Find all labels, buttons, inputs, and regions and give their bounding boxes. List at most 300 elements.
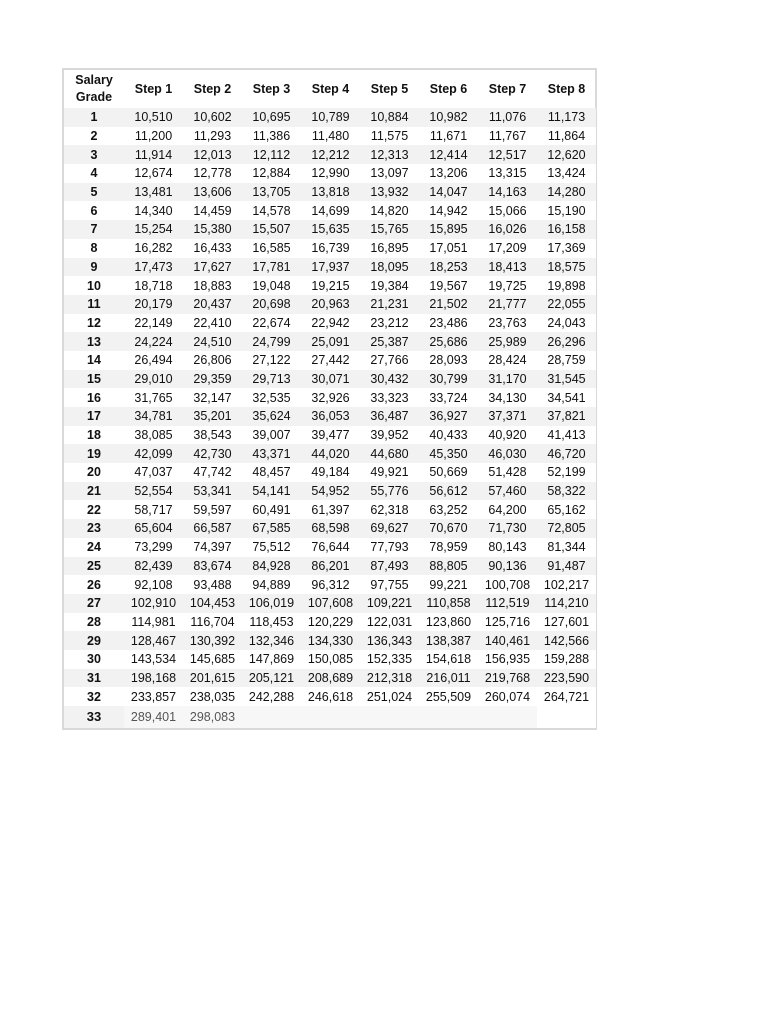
step-cell: 12,414 <box>419 145 478 164</box>
step-cell: 128,467 <box>124 631 183 650</box>
step-cell: 38,085 <box>124 426 183 445</box>
step-cell: 19,725 <box>478 276 537 295</box>
step-cell: 54,952 <box>301 482 360 501</box>
step-cell: 11,386 <box>242 127 301 146</box>
step-cell: 11,767 <box>478 127 537 146</box>
step-cell: 69,627 <box>360 519 419 538</box>
step-cell: 127,601 <box>537 613 596 632</box>
step-cell: 88,805 <box>419 557 478 576</box>
step-cell: 32,535 <box>242 388 301 407</box>
step-cell: 39,952 <box>360 426 419 445</box>
table-row <box>64 482 596 501</box>
step-cell: 74,397 <box>183 538 242 557</box>
step-cell: 25,989 <box>478 332 537 351</box>
table-row <box>64 519 596 538</box>
step-cell: 24,510 <box>183 332 242 351</box>
step-cell: 12,313 <box>360 145 419 164</box>
step-cell: 16,026 <box>478 220 537 239</box>
step-cell: 59,597 <box>183 500 242 519</box>
step-cell: 17,051 <box>419 239 478 258</box>
step-cell: 35,201 <box>183 407 242 426</box>
table-row <box>64 500 596 519</box>
step-cell: 13,705 <box>242 183 301 202</box>
grade-cell: 14 <box>64 351 124 370</box>
step-cell: 27,442 <box>301 351 360 370</box>
table-row <box>64 314 596 333</box>
step-cell: 219,768 <box>478 669 537 688</box>
step-cell: 97,755 <box>360 575 419 594</box>
step-cell: 77,793 <box>360 538 419 557</box>
step-cell: 26,806 <box>183 351 242 370</box>
step-cell: 145,685 <box>183 650 242 669</box>
table-row <box>64 258 596 277</box>
header-step-2: Step 2 <box>193 81 232 96</box>
step-cell: 10,982 <box>419 108 478 127</box>
step-cell: 11,671 <box>419 127 478 146</box>
step-cell: 20,437 <box>183 295 242 314</box>
header-step-5: Step 5 <box>370 81 409 96</box>
step-cell: 33,724 <box>419 388 478 407</box>
grade-cell: 8 <box>64 239 124 258</box>
step-cell: 198,168 <box>124 669 183 688</box>
step-cell: 18,575 <box>537 258 596 277</box>
step-cell: 11,864 <box>537 127 596 146</box>
step-cell: 55,776 <box>360 482 419 501</box>
step-cell: 27,766 <box>360 351 419 370</box>
step-cell: 32,926 <box>301 388 360 407</box>
step-cell: 13,481 <box>124 183 183 202</box>
table-row <box>64 687 596 706</box>
step-cell: 83,674 <box>183 557 242 576</box>
step-cell: 19,567 <box>419 276 478 295</box>
empty-cell <box>242 706 301 728</box>
step-cell: 130,392 <box>183 631 242 650</box>
step-cell: 64,200 <box>478 500 537 519</box>
step-cell: 71,730 <box>478 519 537 538</box>
empty-cell <box>478 706 537 728</box>
step-cell: 49,921 <box>360 463 419 482</box>
grade-cell: 16 <box>64 388 124 407</box>
step-cell: 44,020 <box>301 444 360 463</box>
step-cell: 15,380 <box>183 220 242 239</box>
step-cell: 34,130 <box>478 388 537 407</box>
table-row <box>64 108 596 127</box>
table-row <box>64 351 596 370</box>
step-cell: 24,799 <box>242 332 301 351</box>
step-cell: 134,330 <box>301 631 360 650</box>
step-cell: 147,869 <box>242 650 301 669</box>
step-cell: 52,199 <box>537 463 596 482</box>
step-cell: 15,254 <box>124 220 183 239</box>
step-cell: 15,895 <box>419 220 478 239</box>
step-cell: 11,173 <box>537 108 596 127</box>
step-cell: 16,895 <box>360 239 419 258</box>
step-cell: 25,686 <box>419 332 478 351</box>
step-cell: 112,519 <box>478 594 537 613</box>
header-step-4: Step 4 <box>311 81 350 96</box>
step-cell: 11,914 <box>124 145 183 164</box>
step-cell: 16,433 <box>183 239 242 258</box>
step-cell: 13,097 <box>360 164 419 183</box>
step-cell: 29,359 <box>183 370 242 389</box>
grade-cell: 28 <box>64 613 124 632</box>
step-cell: 14,942 <box>419 201 478 220</box>
grade-cell: 3 <box>64 145 124 164</box>
step-cell: 14,820 <box>360 201 419 220</box>
step-cell: 24,224 <box>124 332 183 351</box>
table-row <box>64 669 596 688</box>
step-cell: 31,765 <box>124 388 183 407</box>
table-row <box>64 538 596 557</box>
header-row <box>64 70 596 108</box>
empty-cell <box>537 706 596 728</box>
step-cell: 12,517 <box>478 145 537 164</box>
step-cell: 18,253 <box>419 258 478 277</box>
step-cell: 72,805 <box>537 519 596 538</box>
step-cell: 13,206 <box>419 164 478 183</box>
step-cell: 28,759 <box>537 351 596 370</box>
table-row <box>64 463 596 482</box>
step-cell: 10,602 <box>183 108 242 127</box>
step-cell: 140,461 <box>478 631 537 650</box>
step-cell: 96,312 <box>301 575 360 594</box>
header-step-8: Step 8 <box>547 81 586 96</box>
table-row <box>64 370 596 389</box>
step-cell: 114,981 <box>124 613 183 632</box>
step-cell: 242,288 <box>242 687 301 706</box>
grade-cell: 21 <box>64 482 124 501</box>
step-cell: 40,433 <box>419 426 478 445</box>
table-row <box>64 613 596 632</box>
step-cell: 143,534 <box>124 650 183 669</box>
step-cell: 16,158 <box>537 220 596 239</box>
step-cell: 17,627 <box>183 258 242 277</box>
salary-grade-table-container <box>62 68 597 730</box>
step-cell: 81,344 <box>537 538 596 557</box>
step-cell: 18,413 <box>478 258 537 277</box>
step-cell: 16,585 <box>242 239 301 258</box>
step-cell: 30,799 <box>419 370 478 389</box>
step-cell: 102,217 <box>537 575 596 594</box>
step-cell: 18,718 <box>124 276 183 295</box>
grade-cell: 24 <box>64 538 124 557</box>
grade-cell: 9 <box>64 258 124 277</box>
step-cell: 17,369 <box>537 239 596 258</box>
grade-cell: 32 <box>64 687 124 706</box>
step-cell: 36,927 <box>419 407 478 426</box>
table-row-last <box>64 706 596 728</box>
empty-cell <box>419 706 478 728</box>
table-row <box>64 220 596 239</box>
step-cell: 100,708 <box>478 575 537 594</box>
step-cell: 21,502 <box>419 295 478 314</box>
step-cell: 61,397 <box>301 500 360 519</box>
step-cell: 65,162 <box>537 500 596 519</box>
step-cell: 17,781 <box>242 258 301 277</box>
step-cell: 52,554 <box>124 482 183 501</box>
step-cell: 15,066 <box>478 201 537 220</box>
step-cell: 22,149 <box>124 314 183 333</box>
table-row <box>64 557 596 576</box>
step-cell: 10,695 <box>242 108 301 127</box>
step-cell: 42,730 <box>183 444 242 463</box>
step-cell: 94,889 <box>242 575 301 594</box>
step-cell: 25,091 <box>301 332 360 351</box>
grade-cell: 1 <box>64 108 124 127</box>
grade-cell: 19 <box>64 444 124 463</box>
step-cell: 41,413 <box>537 426 596 445</box>
header-step-3: Step 3 <box>252 81 291 96</box>
step-cell: 24,043 <box>537 314 596 333</box>
step-cell: 19,898 <box>537 276 596 295</box>
step-cell: 12,778 <box>183 164 242 183</box>
grade-cell: 30 <box>64 650 124 669</box>
step-cell: 78,959 <box>419 538 478 557</box>
empty-cell <box>301 706 360 728</box>
grade-cell: 25 <box>64 557 124 576</box>
grade-cell: 2 <box>64 127 124 146</box>
step-cell: 10,884 <box>360 108 419 127</box>
grade-cell: 12 <box>64 314 124 333</box>
step-cell: 12,884 <box>242 164 301 183</box>
step-cell: 107,608 <box>301 594 360 613</box>
step-cell: 67,585 <box>242 519 301 538</box>
step-cell: 42,099 <box>124 444 183 463</box>
step-cell: 251,024 <box>360 687 419 706</box>
step-cell: 123,860 <box>419 613 478 632</box>
step-cell: 12,674 <box>124 164 183 183</box>
table-row <box>64 239 596 258</box>
step-cell: 90,136 <box>478 557 537 576</box>
step-cell: 14,163 <box>478 183 537 202</box>
empty-cell <box>360 706 419 728</box>
grade-cell: 11 <box>64 295 124 314</box>
step-cell: 40,920 <box>478 426 537 445</box>
table-row <box>64 295 596 314</box>
grade-cell: 10 <box>64 276 124 295</box>
salary-grade-table <box>64 70 596 728</box>
table-row <box>64 594 596 613</box>
table-row <box>64 426 596 445</box>
step-cell: 48,457 <box>242 463 301 482</box>
grade-cell: 26 <box>64 575 124 594</box>
step-cell: 159,288 <box>537 650 596 669</box>
table-row <box>64 201 596 220</box>
step-cell: 12,990 <box>301 164 360 183</box>
step-cell: 212,318 <box>360 669 419 688</box>
header-step-7: Step 7 <box>488 81 527 96</box>
step-cell: 142,566 <box>537 631 596 650</box>
step-cell: 62,318 <box>360 500 419 519</box>
step-cell: 29,713 <box>242 370 301 389</box>
step-cell: 53,341 <box>183 482 242 501</box>
step-cell: 16,739 <box>301 239 360 258</box>
step-cell: 14,280 <box>537 183 596 202</box>
step-cell: 14,340 <box>124 201 183 220</box>
grade-cell: 23 <box>64 519 124 538</box>
grade-cell: 33 <box>64 706 124 728</box>
grade-cell: 22 <box>64 500 124 519</box>
step-cell: 23,486 <box>419 314 478 333</box>
grade-cell: 6 <box>64 201 124 220</box>
step-cell: 17,473 <box>124 258 183 277</box>
step-cell: 15,507 <box>242 220 301 239</box>
step-cell: 205,121 <box>242 669 301 688</box>
step-cell: 150,085 <box>301 650 360 669</box>
table-row <box>64 145 596 164</box>
step-cell: 12,212 <box>301 145 360 164</box>
step-cell: 26,494 <box>124 351 183 370</box>
step-cell: 298,083 <box>183 706 242 728</box>
step-cell: 13,932 <box>360 183 419 202</box>
step-cell: 91,487 <box>537 557 596 576</box>
step-cell: 125,716 <box>478 613 537 632</box>
step-cell: 84,928 <box>242 557 301 576</box>
step-cell: 14,047 <box>419 183 478 202</box>
step-cell: 289,401 <box>124 706 183 728</box>
step-cell: 20,963 <box>301 295 360 314</box>
step-cell: 39,477 <box>301 426 360 445</box>
grade-cell: 18 <box>64 426 124 445</box>
step-cell: 51,428 <box>478 463 537 482</box>
table-row <box>64 183 596 202</box>
step-cell: 36,053 <box>301 407 360 426</box>
table-row <box>64 127 596 146</box>
step-cell: 31,170 <box>478 370 537 389</box>
grade-cell: 20 <box>64 463 124 482</box>
step-cell: 154,618 <box>419 650 478 669</box>
step-cell: 246,618 <box>301 687 360 706</box>
table-row <box>64 332 596 351</box>
step-cell: 255,509 <box>419 687 478 706</box>
step-cell: 58,717 <box>124 500 183 519</box>
grade-cell: 17 <box>64 407 124 426</box>
step-cell: 264,721 <box>537 687 596 706</box>
step-cell: 120,229 <box>301 613 360 632</box>
step-cell: 56,612 <box>419 482 478 501</box>
table-row <box>64 650 596 669</box>
step-cell: 60,491 <box>242 500 301 519</box>
step-cell: 17,209 <box>478 239 537 258</box>
step-cell: 11,480 <box>301 127 360 146</box>
step-cell: 216,011 <box>419 669 478 688</box>
step-cell: 99,221 <box>419 575 478 594</box>
step-cell: 46,720 <box>537 444 596 463</box>
step-cell: 23,763 <box>478 314 537 333</box>
step-cell: 19,048 <box>242 276 301 295</box>
step-cell: 15,190 <box>537 201 596 220</box>
step-cell: 16,282 <box>124 239 183 258</box>
step-cell: 156,935 <box>478 650 537 669</box>
step-cell: 58,322 <box>537 482 596 501</box>
step-cell: 223,590 <box>537 669 596 688</box>
step-cell: 12,013 <box>183 145 242 164</box>
step-cell: 68,598 <box>301 519 360 538</box>
step-cell: 36,487 <box>360 407 419 426</box>
step-cell: 70,670 <box>419 519 478 538</box>
step-cell: 30,071 <box>301 370 360 389</box>
step-cell: 238,035 <box>183 687 242 706</box>
step-cell: 87,493 <box>360 557 419 576</box>
step-cell: 132,346 <box>242 631 301 650</box>
step-cell: 11,575 <box>360 127 419 146</box>
step-cell: 116,704 <box>183 613 242 632</box>
step-cell: 17,937 <box>301 258 360 277</box>
step-cell: 47,742 <box>183 463 242 482</box>
table-row <box>64 631 596 650</box>
step-cell: 15,765 <box>360 220 419 239</box>
step-cell: 106,019 <box>242 594 301 613</box>
step-cell: 20,698 <box>242 295 301 314</box>
step-cell: 104,453 <box>183 594 242 613</box>
step-cell: 13,818 <box>301 183 360 202</box>
step-cell: 28,424 <box>478 351 537 370</box>
step-cell: 10,789 <box>301 108 360 127</box>
grade-cell: 7 <box>64 220 124 239</box>
step-cell: 86,201 <box>301 557 360 576</box>
step-cell: 114,210 <box>537 594 596 613</box>
step-cell: 39,007 <box>242 426 301 445</box>
step-cell: 152,335 <box>360 650 419 669</box>
step-cell: 22,674 <box>242 314 301 333</box>
step-cell: 57,460 <box>478 482 537 501</box>
step-cell: 260,074 <box>478 687 537 706</box>
step-cell: 25,387 <box>360 332 419 351</box>
step-cell: 29,010 <box>124 370 183 389</box>
table-row <box>64 444 596 463</box>
step-cell: 21,231 <box>360 295 419 314</box>
step-cell: 37,371 <box>478 407 537 426</box>
step-cell: 12,112 <box>242 145 301 164</box>
step-cell: 63,252 <box>419 500 478 519</box>
table-row <box>64 575 596 594</box>
step-cell: 38,543 <box>183 426 242 445</box>
step-cell: 19,215 <box>301 276 360 295</box>
step-cell: 37,821 <box>537 407 596 426</box>
step-cell: 12,620 <box>537 145 596 164</box>
step-cell: 13,424 <box>537 164 596 183</box>
step-cell: 32,147 <box>183 388 242 407</box>
step-cell: 22,055 <box>537 295 596 314</box>
step-cell: 22,410 <box>183 314 242 333</box>
step-cell: 110,858 <box>419 594 478 613</box>
grade-cell: 5 <box>64 183 124 202</box>
step-cell: 109,221 <box>360 594 419 613</box>
step-cell: 13,606 <box>183 183 242 202</box>
step-cell: 43,371 <box>242 444 301 463</box>
table-row <box>64 407 596 426</box>
step-cell: 46,030 <box>478 444 537 463</box>
step-cell: 28,093 <box>419 351 478 370</box>
step-cell: 14,699 <box>301 201 360 220</box>
step-cell: 233,857 <box>124 687 183 706</box>
step-cell: 47,037 <box>124 463 183 482</box>
step-cell: 18,883 <box>183 276 242 295</box>
step-cell: 118,453 <box>242 613 301 632</box>
step-cell: 66,587 <box>183 519 242 538</box>
step-cell: 31,545 <box>537 370 596 389</box>
grade-cell: 27 <box>64 594 124 613</box>
step-cell: 34,781 <box>124 407 183 426</box>
table-row <box>64 164 596 183</box>
step-cell: 122,031 <box>360 613 419 632</box>
step-cell: 54,141 <box>242 482 301 501</box>
step-cell: 138,387 <box>419 631 478 650</box>
step-cell: 14,578 <box>242 201 301 220</box>
step-cell: 26,296 <box>537 332 596 351</box>
grade-cell: 29 <box>64 631 124 650</box>
step-cell: 82,439 <box>124 557 183 576</box>
